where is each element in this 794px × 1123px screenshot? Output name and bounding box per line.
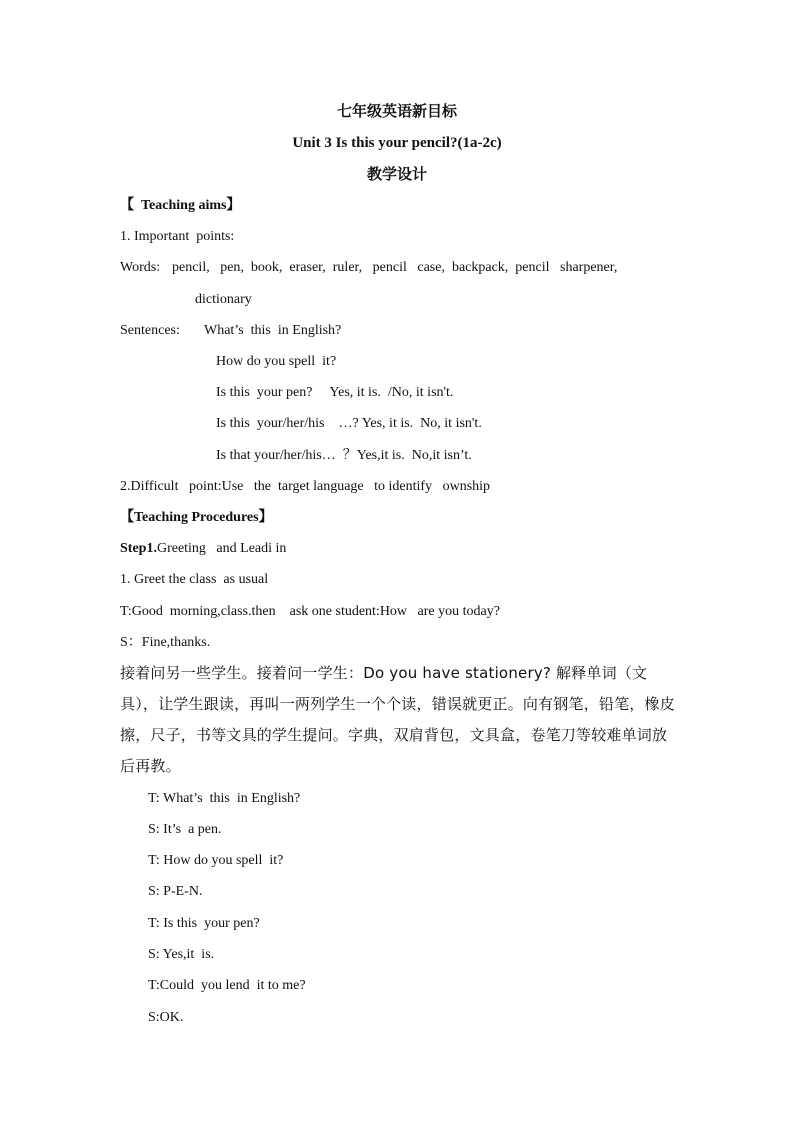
unit-title: Unit 3 Is this your pencil?(1a-2c) [292,135,502,151]
dialogue-line: T: What’s this in English? [148,791,301,806]
teaching-aims-heading: 【 Teaching aims】 [120,198,241,213]
sentence-item: Is this your/her/his …? Yes, it is. No, it isn't. [216,416,482,431]
dialogue-line: S:OK. [148,1010,184,1025]
difficult-point: 2.Difficult point:Use the target language to identify ownship [120,479,491,494]
sentence-item: What’s this in English? [204,323,342,338]
dialogue-line: T: Is this your pen? [148,916,260,931]
instruction-paragraph: 接着问另一些学生。接着问一学生：Do you have stationery? 解释单词（文具），让学生跟读，再叫一两列学生一个个读，错误就更正。向有钢笔，铅笔，橡皮擦，尺子，书等文具的学生提问。字典，双肩背包，文具盒，卷笔刀等较难单词放后再教。 [120,664,675,775]
dialogue-line: T: How do you spell it? [148,853,284,868]
student-line: S：Fine,thanks. [120,635,211,650]
sentence-item: Is that your/her/his… ？Yes,it is. No,it isn’t. [216,448,472,463]
dialogue-line: S: It’s a pen. [148,822,222,837]
words-list-continued: dictionary [195,292,252,307]
step1-title: Greeting and Leadi in [156,541,287,556]
doc-title: 七年级英语新目标 [336,102,457,120]
words-list: pencil, pen, book, eraser, ruler, pencil case, backpack, pencil sharpener, [172,260,618,275]
doc-subtitle: 教学设计 [366,165,427,183]
step1-line [120,540,286,558]
step1-label: Step1. [120,541,157,556]
important-points: 1. Important points: [120,229,235,244]
greet-line: 1. Greet the class as usual [120,572,269,587]
sentences-label: Sentences: [120,323,180,338]
teacher-line: T:Good morning,class.then ask one student:How are you today? [120,604,500,619]
procedures-heading: 【Teaching Procedures】 [120,510,273,525]
dialogue-line: S: P-E-N. [148,884,203,899]
words-label: Words: [120,260,161,275]
sentence-item: How do you spell it? [216,354,337,369]
dialogue-line: T:Could you lend it to me? [148,978,306,993]
sentence-item: Is this your pen? Yes, it is. /No, it isn't. [216,385,454,400]
dialogue-line: S: Yes,it is. [148,947,215,962]
